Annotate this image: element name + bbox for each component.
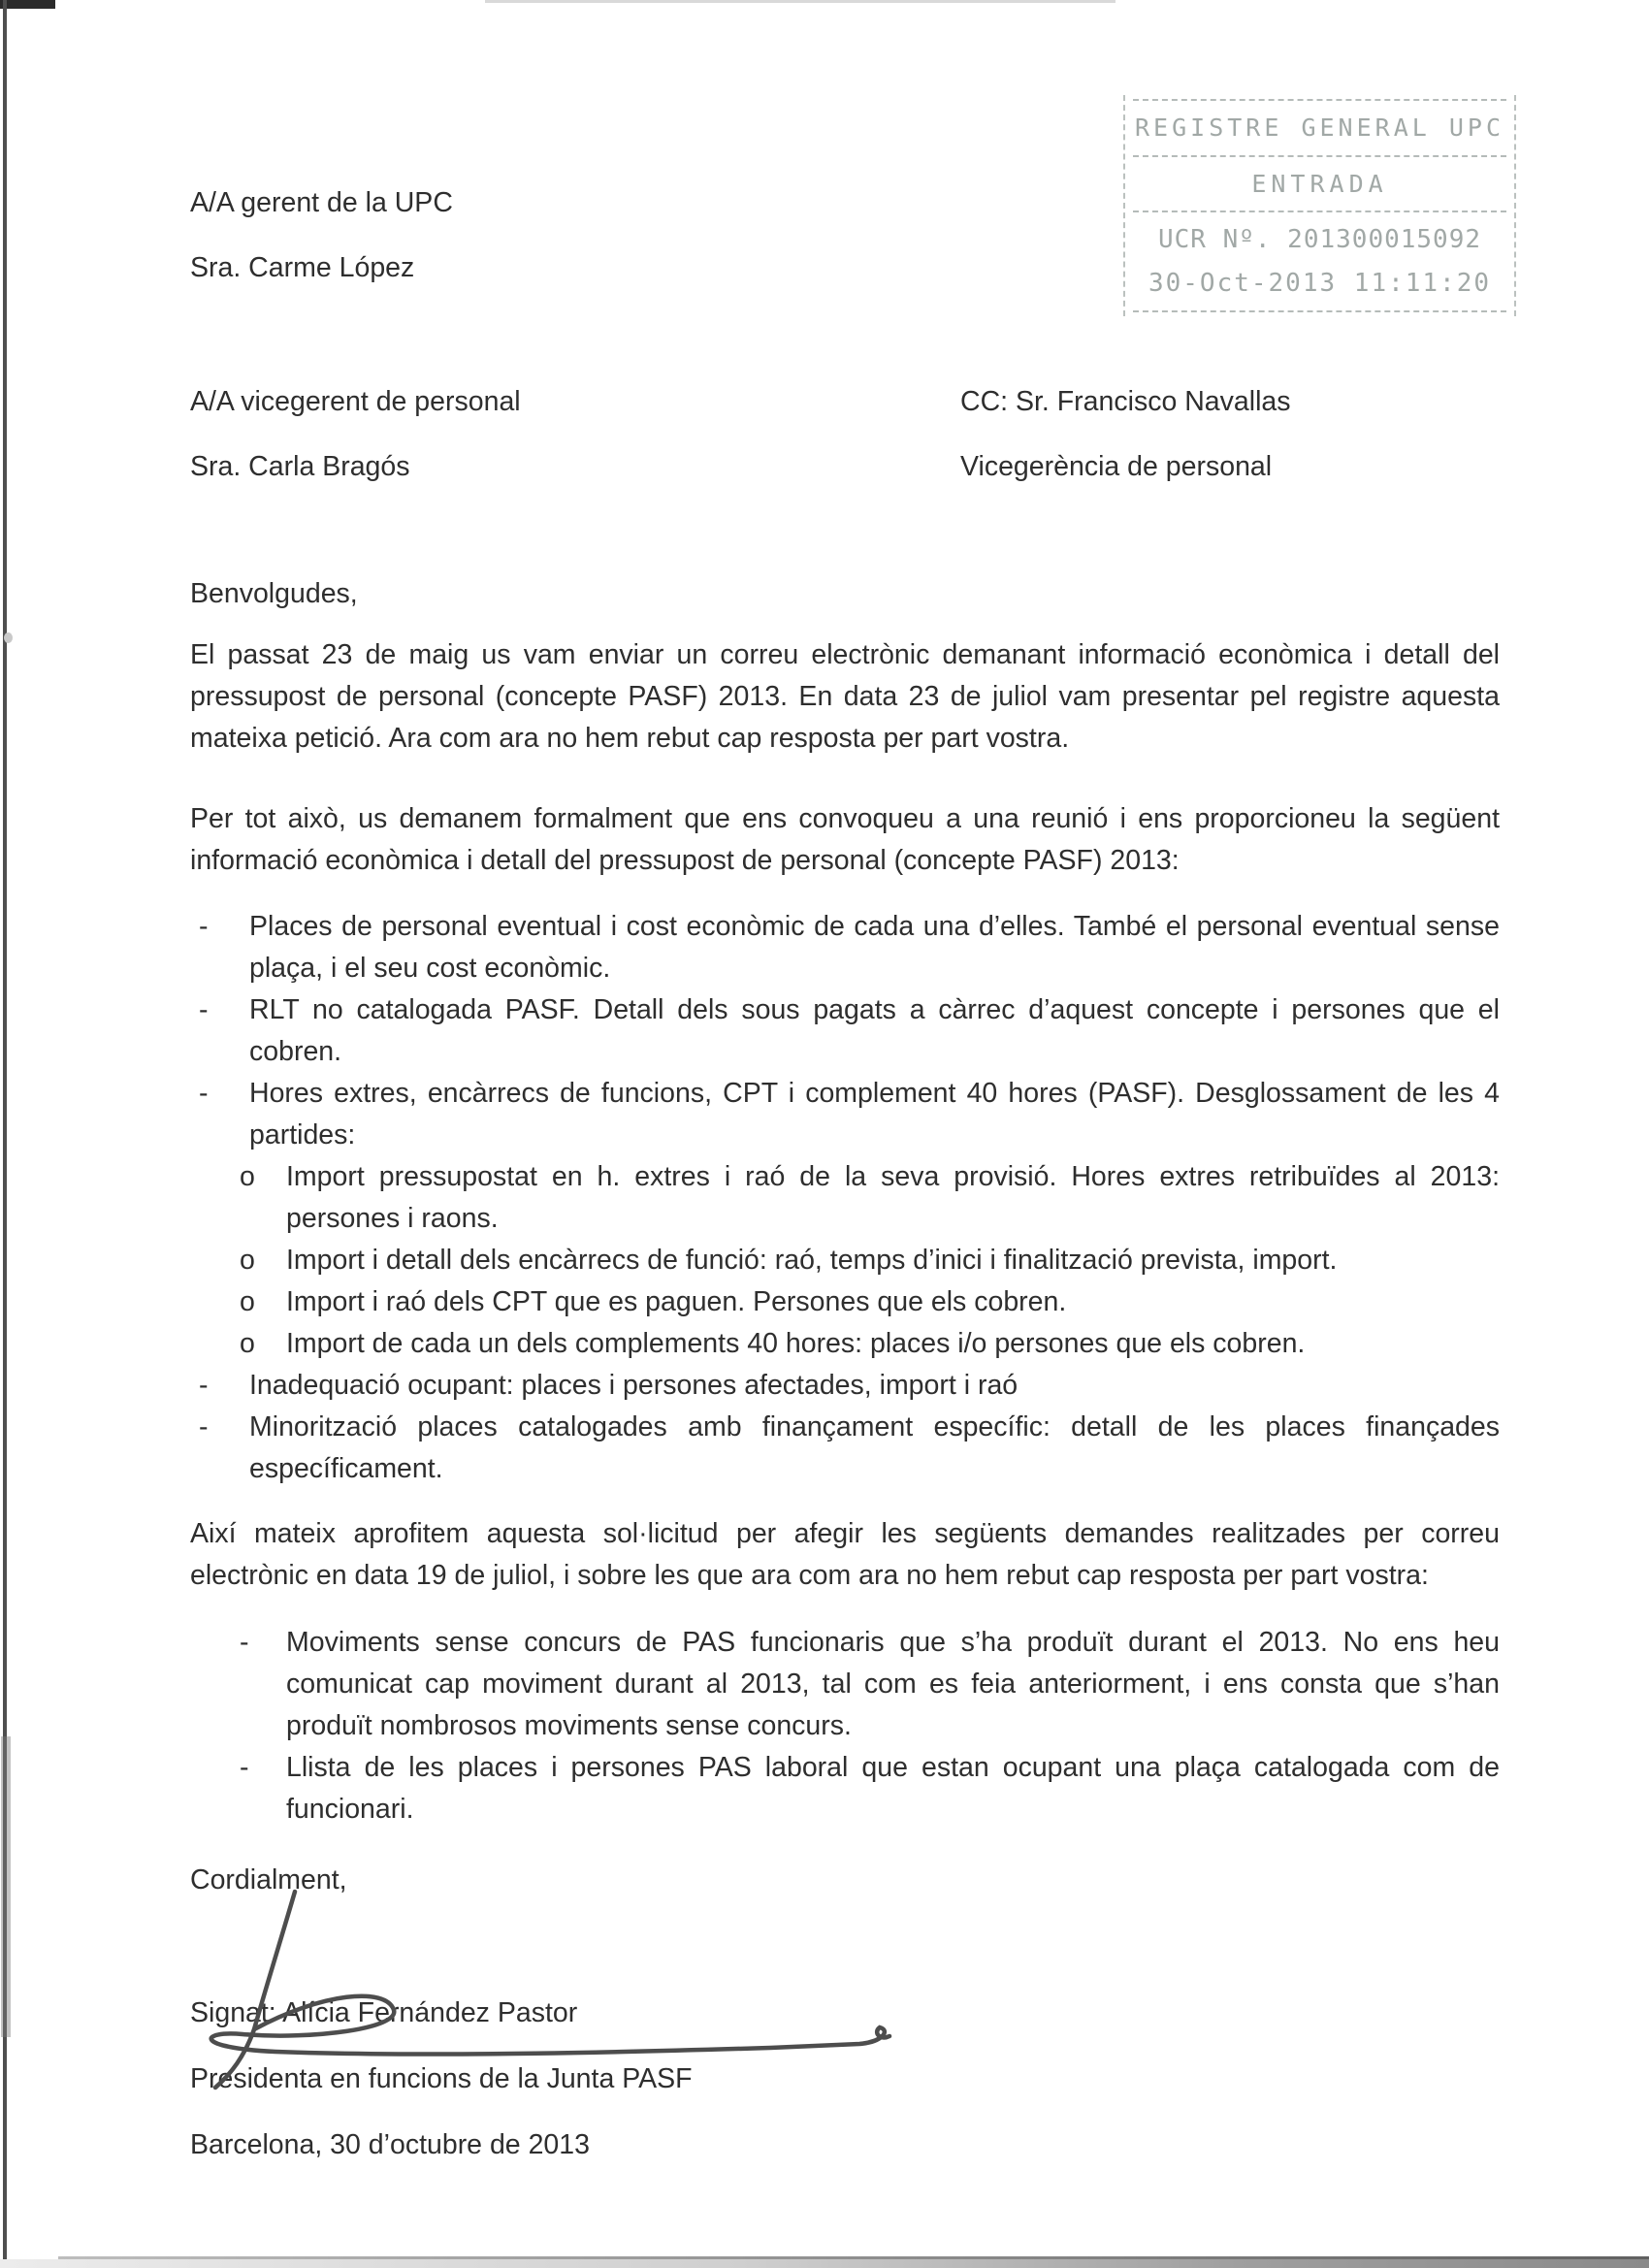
signature-area	[190, 1901, 1500, 1993]
bullet-dash: -	[240, 1627, 249, 1658]
bullet-circle: o	[240, 1161, 255, 1192]
bullet-dash: -	[199, 1078, 209, 1109]
scan-artifact-corner	[0, 0, 55, 9]
handwritten-signature	[180, 1884, 937, 2090]
list-item	[190, 1073, 1500, 1156]
sublist-item	[190, 1281, 1500, 1323]
bullet-circle: o	[240, 1245, 255, 1276]
bullet-dash: -	[199, 1411, 209, 1442]
sublist-item-text: Import de cada un dels complements 40 hores: places i/o persones que els cobren.	[286, 1328, 1306, 1359]
bullet-dash: -	[199, 994, 209, 1025]
list-item-text: Minorització places catalogades amb finançament específic: detall de les places finançades específicament.	[249, 1411, 1500, 1484]
list-item-text: Inadequació ocupant: places i persones afectades, import i raó	[249, 1370, 1018, 1401]
paragraph: El passat 23 de maig us vam enviar un correu electrònic demanant informació econòmica i detall del pressupost de personal (concepte PASF) 2013. En data 23 de juliol vam presentar pel registre aquesta mateixa petició. Ara com ara no hem rebut cap resposta per part vostra.	[190, 639, 1500, 754]
sublist-item	[190, 1240, 1500, 1281]
place-date-line: Barcelona, 30 d’octubre de 2013	[190, 2129, 590, 2160]
cc-line: CC: Sr. Francisco Navallas	[960, 386, 1291, 417]
paragraph: Per tot això, us demanem formalment que ens convoqueu a una reunió i ens proporcioneu la següent informació econòmica i detall del pressupost de personal (concepte PASF) 2013:	[190, 803, 1500, 876]
list-item	[190, 1747, 1500, 1831]
sublist-item-text: Import pressupostat en h. extres i raó de la seva provisió. Hores extres retribuïdes al 2013: persones i raons.	[286, 1161, 1500, 1234]
bullet-dash: -	[199, 1370, 209, 1401]
scan-artifact-dot	[4, 632, 13, 643]
list-item	[190, 1365, 1500, 1407]
recipient-line: Sra. Carla Bragós	[190, 451, 410, 482]
list-item-text: Moviments sense concurs de PAS funcionaris que s’ha produït durant el 2013. No ens heu comunicat cap moviment durant al 2013, tal com es feia anteriorment, i ens consta que s’han produït nombrosos moviments sense concurs.	[286, 1627, 1500, 1741]
stamp-datetime: 30-Oct-2013 11:11:20	[1148, 269, 1492, 299]
letter-body	[190, 0, 1500, 2166]
recipient-line: A/A vicegerent de personal	[190, 386, 521, 417]
list-item	[190, 906, 1500, 989]
bullet-circle: o	[240, 1328, 255, 1359]
valediction: Cordialment,	[190, 1864, 347, 1895]
signer-role-line: Presidenta en funcions de la Junta PASF	[190, 2063, 693, 2094]
list-item	[190, 989, 1500, 1073]
request-list	[190, 906, 1500, 1490]
list-item	[190, 1622, 1500, 1747]
paragraph: Així mateix aprofitem aquesta sol·licitud per afegir les següents demandes realitzades per correu electrònic en data 19 de juliol, i sobre les que ara com ara no hem rebut cap resposta per part vostra:	[190, 1518, 1500, 1591]
bullet-circle: o	[240, 1286, 255, 1317]
scan-artifact-left-smudge	[1, 1736, 11, 2037]
bullet-dash: -	[199, 911, 209, 942]
bullet-dash: -	[240, 1752, 249, 1783]
list-item	[190, 1407, 1500, 1490]
sublist-item-text: Import i raó dels CPT que es paguen. Persones que els cobren.	[286, 1286, 1067, 1317]
sublist-item-text: Import i detall dels encàrrecs de funció: raó, temps d’inici i finalització prevista, import.	[286, 1245, 1338, 1276]
recipient-block-vicegerent-cc	[190, 381, 1500, 488]
cc-line: Vicegerència de personal	[960, 451, 1273, 482]
signed-by-line: Signat: Alícia Fernández Pastor	[190, 1997, 578, 2028]
recipient-line: Sra. Carme López	[190, 252, 415, 283]
list-item-text: RLT no catalogada PASF. Detall dels sous pagats a càrrec d’aquest concepte i persones que el cobren.	[249, 994, 1500, 1067]
additional-request-list	[190, 1622, 1500, 1831]
list-item-text: Hores extres, encàrrecs de funcions, CPT i complement 40 hores (PASF). Desglossament de les 4 partides:	[249, 1078, 1500, 1150]
recipient-line: A/A gerent de la UPC	[190, 187, 453, 218]
sublist-item	[190, 1156, 1500, 1240]
sublist-item	[190, 1323, 1500, 1365]
stamp-registry-title: REGISTRE GENERAL UPC	[1134, 113, 1505, 142]
stamp-registry-number: UCR Nº. 201300015092	[1157, 225, 1482, 255]
list-item-text: Llista de les places i persones PAS laboral que estan ocupant una plaça catalogada com de funcionari.	[286, 1752, 1500, 1825]
recipient-block-gerent	[190, 182, 1500, 289]
salutation: Benvolgudes,	[190, 578, 358, 609]
scan-artifact-bottom-band	[0, 2259, 1649, 2268]
stamp-entry-label: ENTRADA	[1251, 169, 1388, 198]
list-item-text: Places de personal eventual i cost econòmic de cada una d’elles. També el personal eventual sense plaça, i el seu cost econòmic.	[249, 911, 1500, 984]
